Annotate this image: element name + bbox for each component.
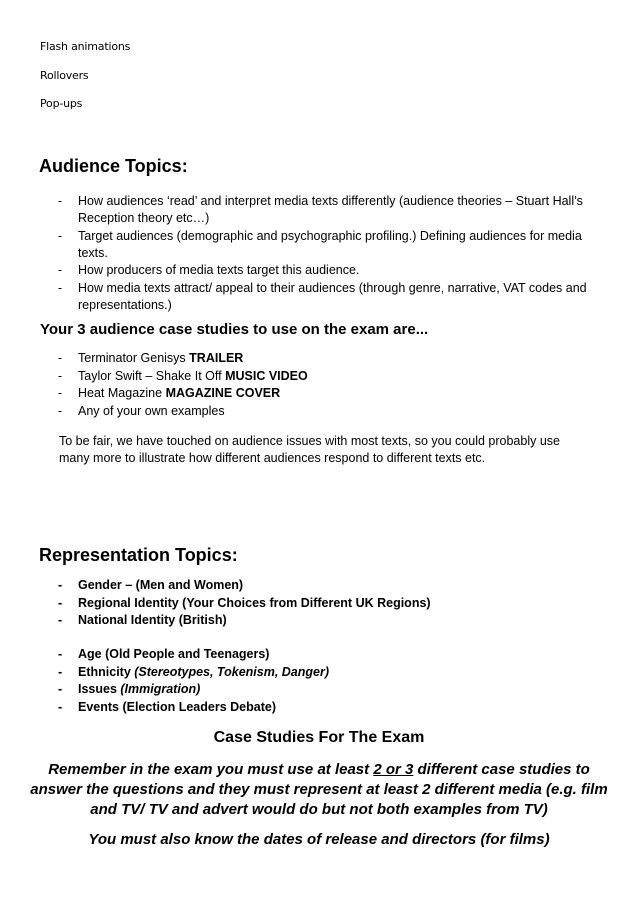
exam-remember-text: Remember in the exam you must use at least 2 or 3 different case studies to answer the questions and they must represent at least 2 different media (e.g. film and TV/ TV and advert would do but not both examples from TV) (30, 761, 608, 818)
list-item: - Heat Magazine MAGAZINE COVER (58, 385, 606, 402)
representation-list-2 (58, 646, 606, 716)
list-item: - How audiences ‘read’ and interpret media texts differently (audience theories – Stuart Hall’s Reception theory etc…) (58, 193, 606, 227)
list-item: - Taylor Swift – Shake It Off MUSIC VIDEO (58, 368, 606, 385)
top-line-flash: Flash animations (40, 40, 131, 53)
exam-dates-text: You must also know the dates of release and directors (for films) (88, 831, 550, 848)
case-studies-list (58, 350, 606, 420)
list-item: - Gender – (Men and Women) (58, 577, 606, 594)
case-studies-heading: Your 3 audience case studies to use on the exam are... (40, 321, 429, 338)
audience-list (58, 193, 606, 314)
exam-title: Case Studies For The Exam (213, 729, 425, 746)
top-line-popups: Pop-ups (40, 97, 83, 110)
audience-heading: Audience Topics: (39, 156, 188, 176)
audience-note: To be fair, we have touched on audience issues with most texts, so you could probably use many more to illustrate how different audiences respond to different texts etc. (59, 434, 560, 465)
representation-list-1 (58, 577, 606, 630)
list-item: - Events (Election Leaders Debate) (58, 699, 606, 716)
representation-heading: Representation Topics: (39, 545, 238, 565)
list-item: - Terminator Genisys TRAILER (58, 350, 606, 367)
list-item: - Target audiences (demographic and psychographic profiling.) Defining audiences for media texts. (58, 228, 606, 262)
list-item: - Issues (Immigration) (58, 681, 606, 698)
list-item: - Age (Old People and Teenagers) (58, 646, 606, 663)
list-item: - Ethnicity (Stereotypes, Tokenism, Danger) (58, 664, 606, 681)
list-item: - Regional Identity (Your Choices from Different UK Regions) (58, 595, 606, 612)
list-item: - How media texts attract/ appeal to their audiences (through genre, narrative, VAT codes and representations.) (58, 280, 606, 314)
list-item: - Any of your own examples (58, 403, 606, 420)
list-item: - National Identity (British) (58, 612, 606, 629)
top-line-rollovers: Rollovers (40, 69, 89, 82)
list-item: - How producers of media texts target this audience. (58, 262, 606, 279)
